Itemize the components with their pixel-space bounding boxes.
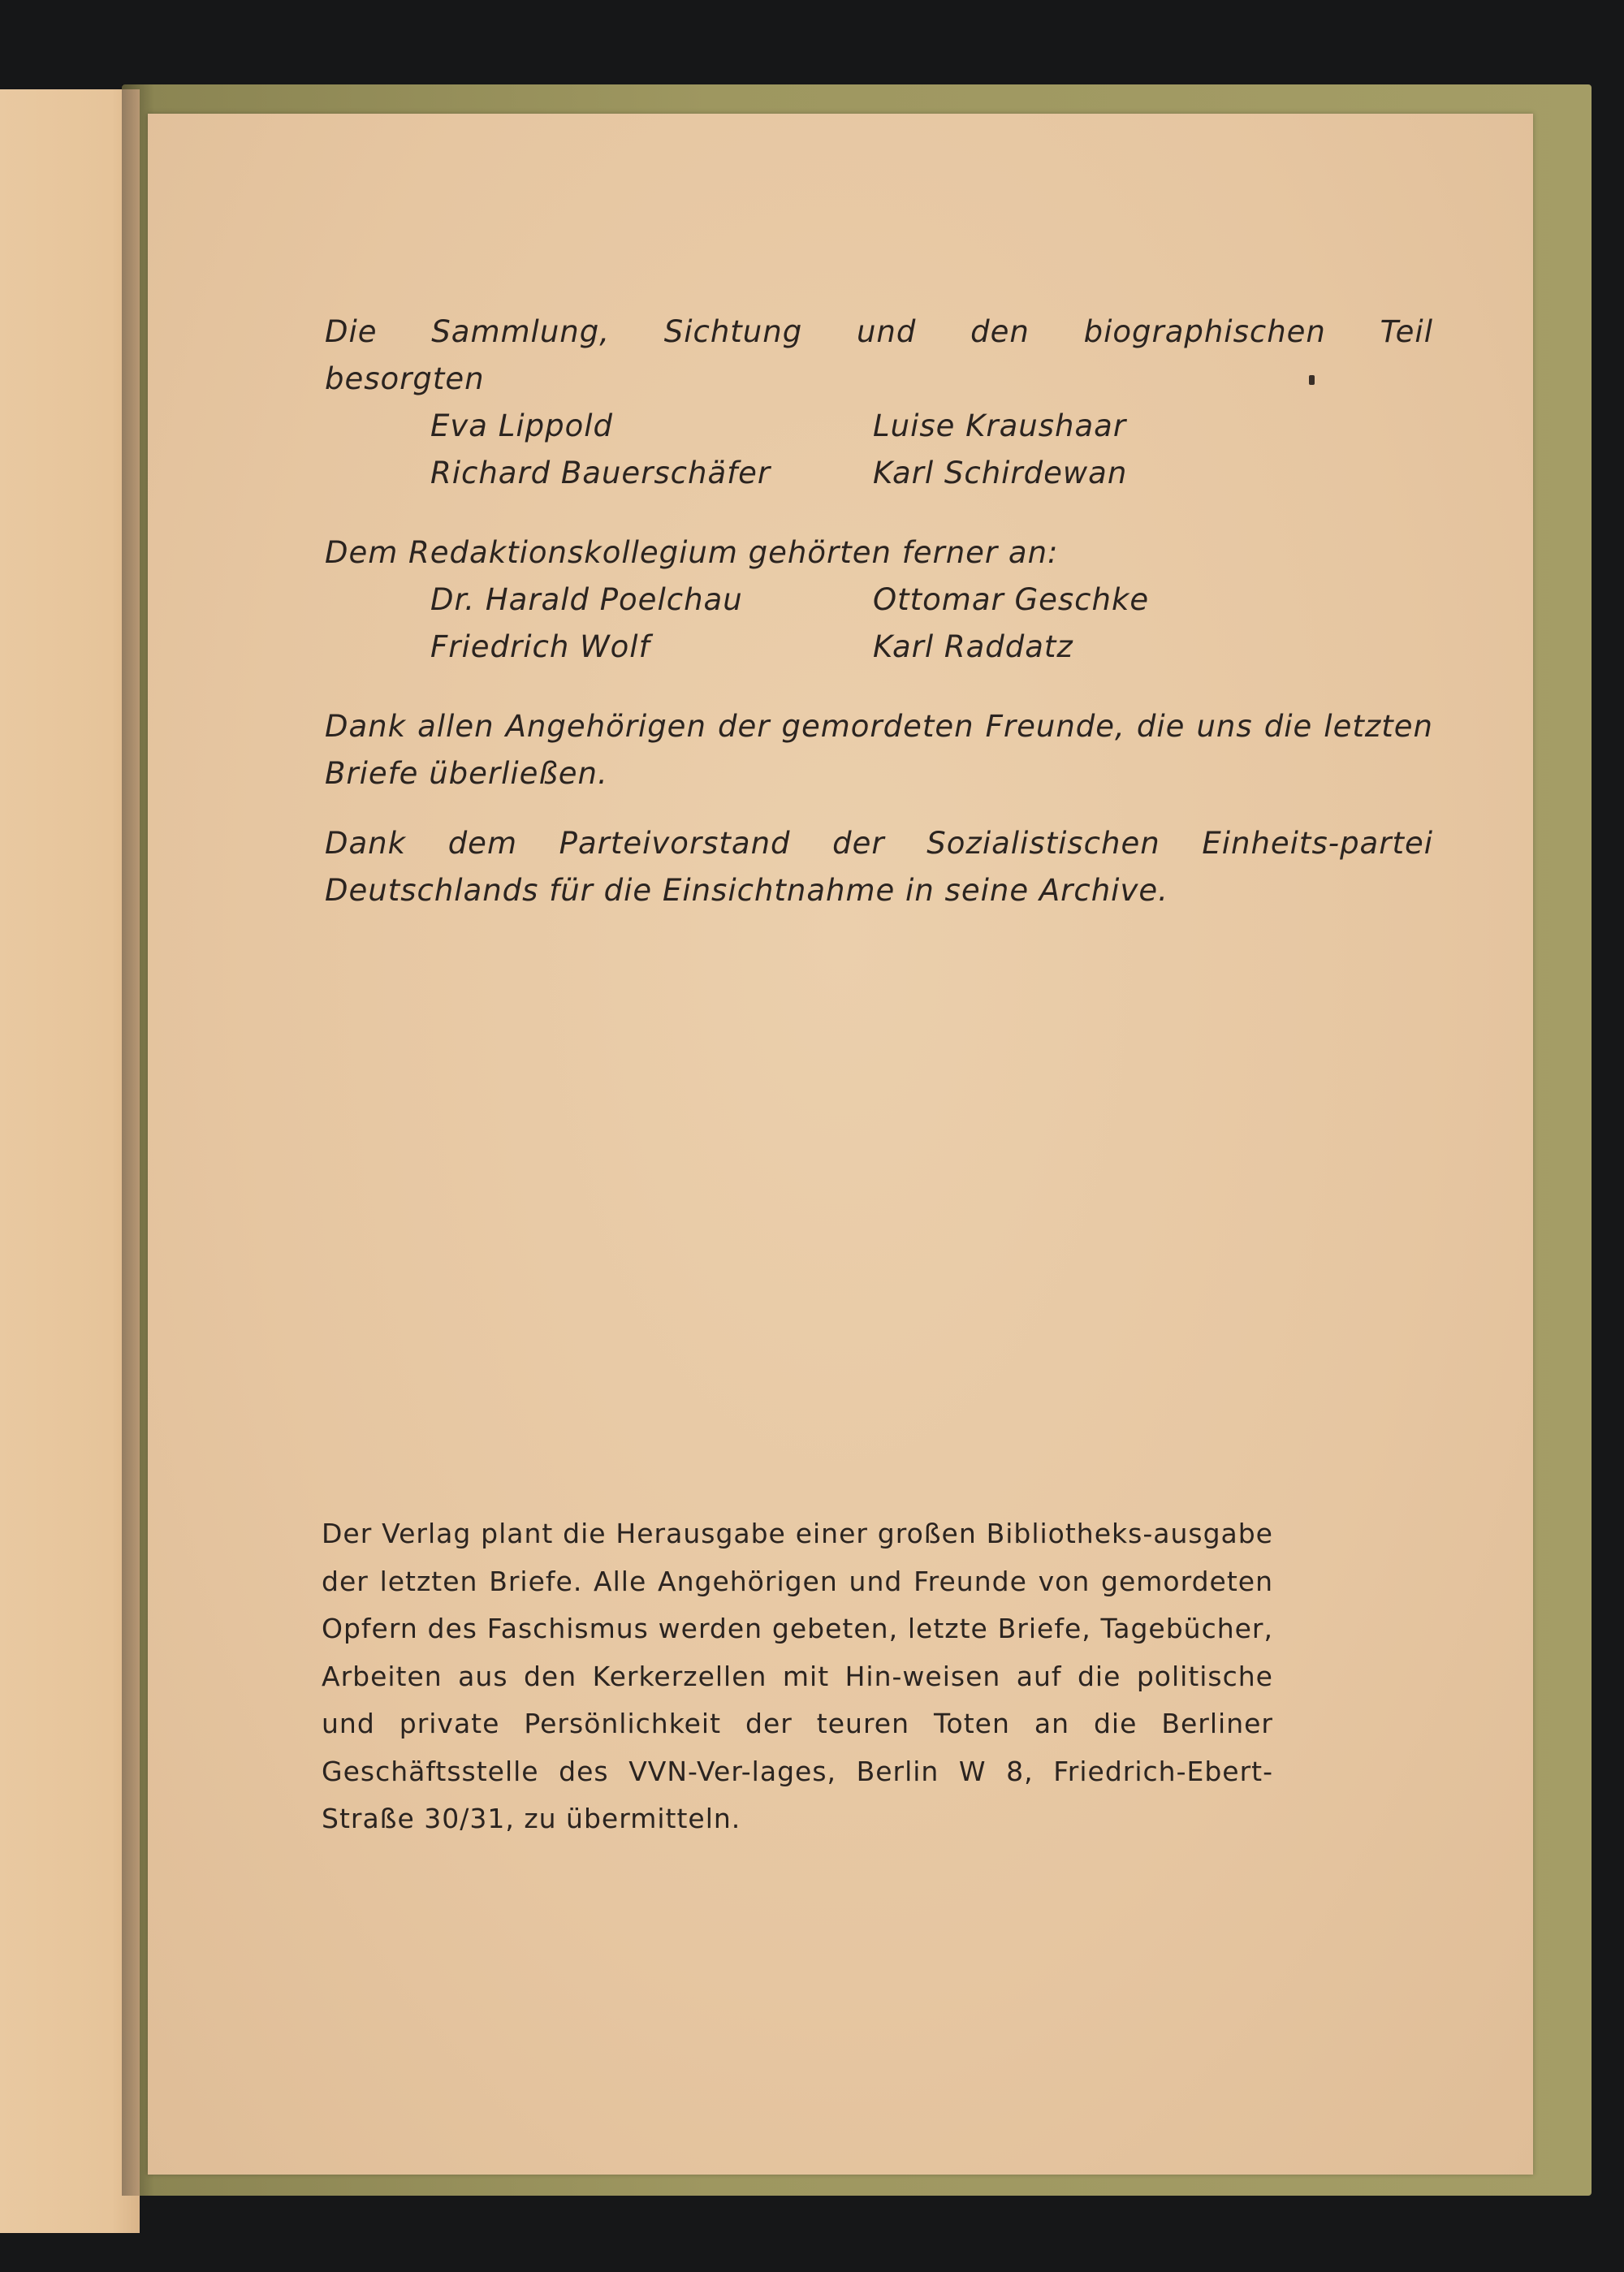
facing-page — [0, 89, 140, 2233]
board-member-name: Karl Raddatz — [873, 629, 1073, 664]
compiled-by-line-2: besorgten — [325, 361, 485, 396]
compiled-by-line-1: Die Sammlung, Sichtung und den biographischen Teil — [325, 314, 1433, 349]
compiler-name: Eva Lippold — [430, 408, 613, 443]
compiled-by-heading — [325, 309, 1433, 403]
board-member-name: Dr. Harald Poelchau — [430, 582, 743, 617]
compiler-name: Karl Schirdewan — [873, 456, 1128, 490]
colophon — [325, 309, 1433, 914]
compilers-list — [430, 403, 1433, 497]
board-members-list — [430, 577, 1433, 671]
book-page — [148, 114, 1533, 2175]
thanks-party: Dank dem Parteivorstand der Sozialistischen Einheits-partei Deutschlands für die Einsichtnahme in seine Archive. — [325, 826, 1433, 908]
thanks-relatives: Dank allen Angehörigen der gemordeten Freunde, die uns die letzten Briefe überließen. — [325, 709, 1433, 791]
publisher-note: Der Verlag plant die Herausgabe einer großen Bibliotheks-ausgabe der letzten Briefe. Alle Angehörigen und Freunde von gemordeten Opfern des Faschismus werden gebeten, letzte Briefe, Tagebücher, Arbeiten aus den Kerkerzellen mit Hin-weisen auf die politische und private Persönlichkeit der teuren Toten an die Berliner Geschäftsstelle des VVN-Ver-lages, Berlin W 8, Friedrich-Ebert-Straße 30/31, zu übermitteln. — [322, 1518, 1273, 1834]
board-intro: Dem Redaktionskollegium gehörten ferner an: — [325, 535, 1059, 570]
compiler-name: Luise Kraushaar — [873, 408, 1127, 443]
compiler-name: Richard Bauerschäfer — [430, 456, 771, 490]
board-member-name: Friedrich Wolf — [430, 629, 650, 664]
board-member-name: Ottomar Geschke — [873, 582, 1150, 617]
